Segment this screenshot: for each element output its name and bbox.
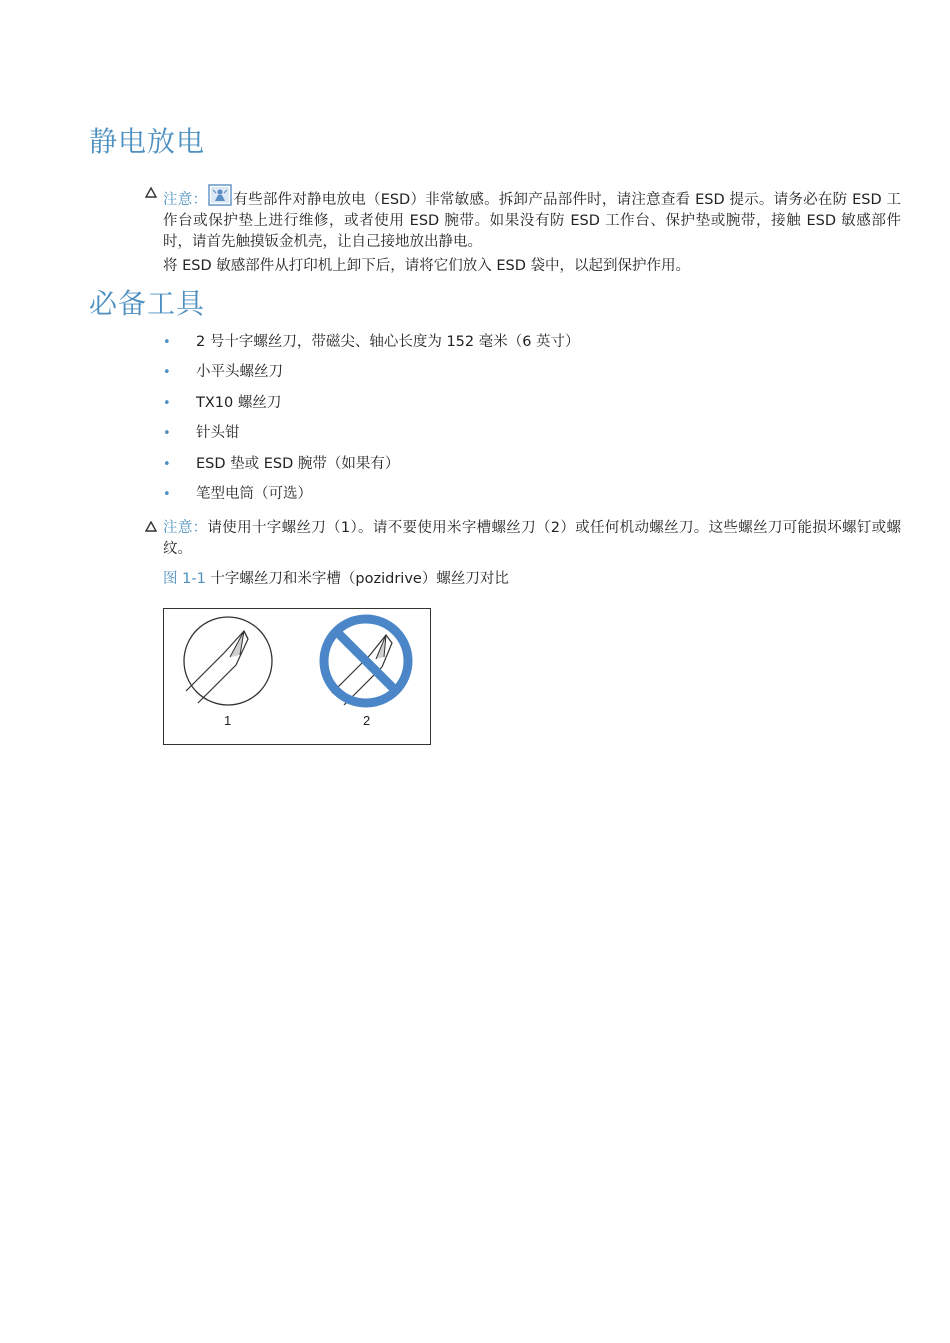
section-title-esd: 静电放电 (89, 125, 206, 158)
bullet-dot-icon: • (163, 335, 171, 350)
screwdriver-comparison-image (164, 609, 430, 744)
esd-warning-icon (208, 184, 232, 206)
bullet-dot-icon: • (163, 426, 171, 442)
bullet-dot-icon: • (163, 365, 171, 381)
figure-number: 图 1-1 (163, 571, 206, 587)
figure-caption-text: 十字螺丝刀和米字槽（pozidrive）螺丝刀对比 (210, 571, 509, 587)
note-label: 注意： (163, 520, 208, 536)
section-title-tools: 必备工具 (89, 287, 206, 320)
note-text: 有些部件对静电放电（ESD）非常敏感。拆卸产品部件时，请注意查看 ESD 提示。请务必在防 ESD 工作台或保护垫上进行维修，或者使用 ESD 腕带。如果没有防 ESD 工作台、保护垫或腕带，接触 ESD 敏感部件时，请首先触摸钣金机壳，让自己接地放出静电。 (163, 192, 901, 250)
esd-paragraph: 将 ESD 敏感部件从打印机上卸下后，请将它们放入 ESD 袋中，以起到保护作用。 (163, 258, 690, 274)
phillips-screwdriver-illustration (184, 617, 272, 705)
esd-caution-note (163, 184, 901, 253)
figure-label-2: 2 (363, 713, 371, 728)
prohibition-icon (324, 619, 408, 703)
bullet-dot-icon: • (163, 395, 171, 411)
bullet-dot-icon: • (163, 456, 171, 472)
screwdriver-figure (163, 608, 431, 745)
figure-label-1: 1 (224, 713, 232, 728)
caution-triangle-icon (145, 521, 157, 532)
screwdriver-caution-note (163, 518, 901, 560)
caution-triangle-icon (145, 187, 157, 198)
figure-caption (163, 569, 509, 590)
note-text: 请使用十字螺丝刀（1）。请不要使用米字槽螺丝刀（2）或任何机动螺丝刀。这些螺丝刀可能损坏螺钉或螺纹。 (163, 520, 901, 557)
note-label: 注意： (163, 192, 208, 208)
bullet-dot-icon: • (163, 486, 171, 502)
